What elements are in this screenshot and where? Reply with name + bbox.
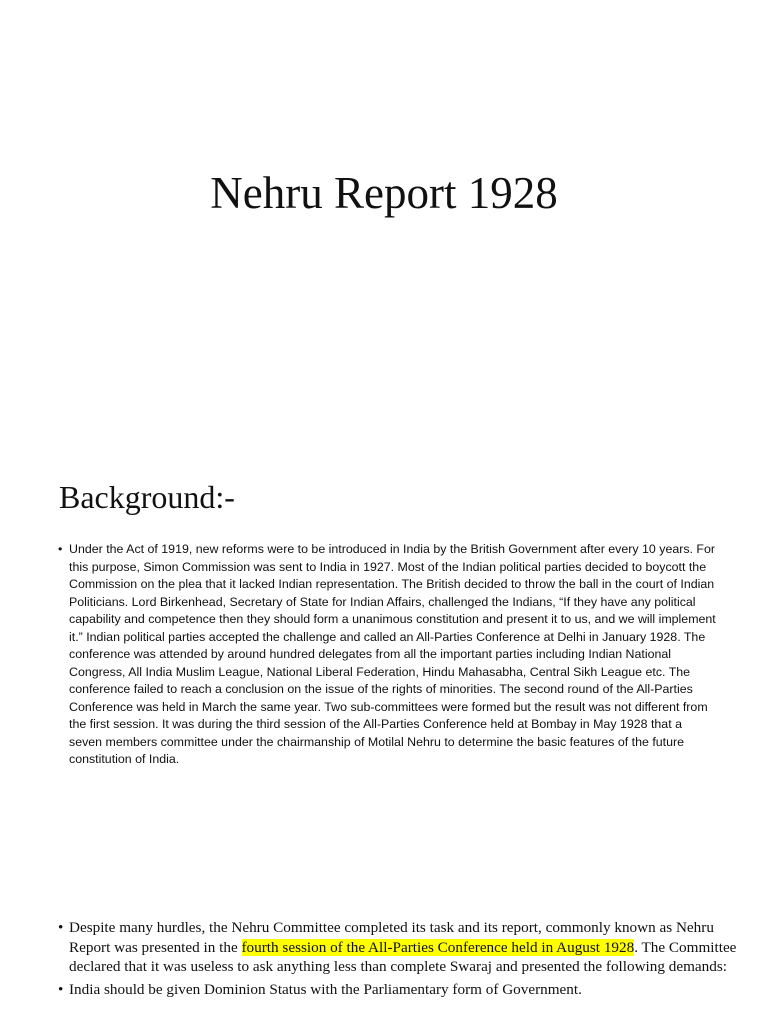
demands-bullet-list [58,918,738,1002]
background-paragraph: Under the Act of 1919, new reforms were to be introduced in India by the British Government after every 10 years. For this purpose, Simon Commission was sent to India in 1927. Most of the Indian political parties decided to boycott the Commission on the plea that it lacked Indian representation. The British decided to throw the ball in the court of Indian Politicians. Lord Birkenhead, Secretary of State for Indian Affairs, challenged the Indians, “If they have any political capability and competence then they should form a unanimous constitution and present it to us, and we will implement it.” Indian political parties accepted the challenge and called an All-Parties Conference at Delhi in January 1928. The conference was attended by around hundred delegates from all the important parties including Indian National Congress, All India Muslim League, National Liberal Federation, Hindu Mahasabha, Central Sikh League etc. The conference failed to reach a conclusion on the issue of the rights of minorities. The second round of the All-Parties Conference was held in March the same year. Two sub-committees were formed but the result was not different from the first session. It was during the third session of the All-Parties Conference held at Bombay in May 1928 that a seven members committee under the chairmanship of Motilal Nehru to determine the basic features of the future constitution of India. [69,542,716,766]
bullet-icon: • [58,542,63,556]
list-item [58,918,738,977]
list-item [58,541,718,769]
background-bullet-list [58,541,718,769]
bullet-icon: • [58,919,64,936]
bullet-icon: • [58,980,64,998]
title-slide [0,0,768,460]
report-text-before: Despite many hurdles, the Nehru Committee completed its task and its report, commonly known as Nehru Report was presented in the [69,919,714,956]
highlighted-text: fourth session of the All-Parties Conference held in August 1928 [241,938,635,956]
report-text-after: . The Committee declared that it was useless to ask anything less than complete Swaraj and presented the following demands: [69,938,737,975]
list-item [58,980,738,1000]
background-heading: Background:- [59,479,235,515]
page-title: Nehru Report 1928 [210,168,558,218]
demand-text: India should be given Dominion Status with the Parliamentary form of Government. [69,980,582,998]
